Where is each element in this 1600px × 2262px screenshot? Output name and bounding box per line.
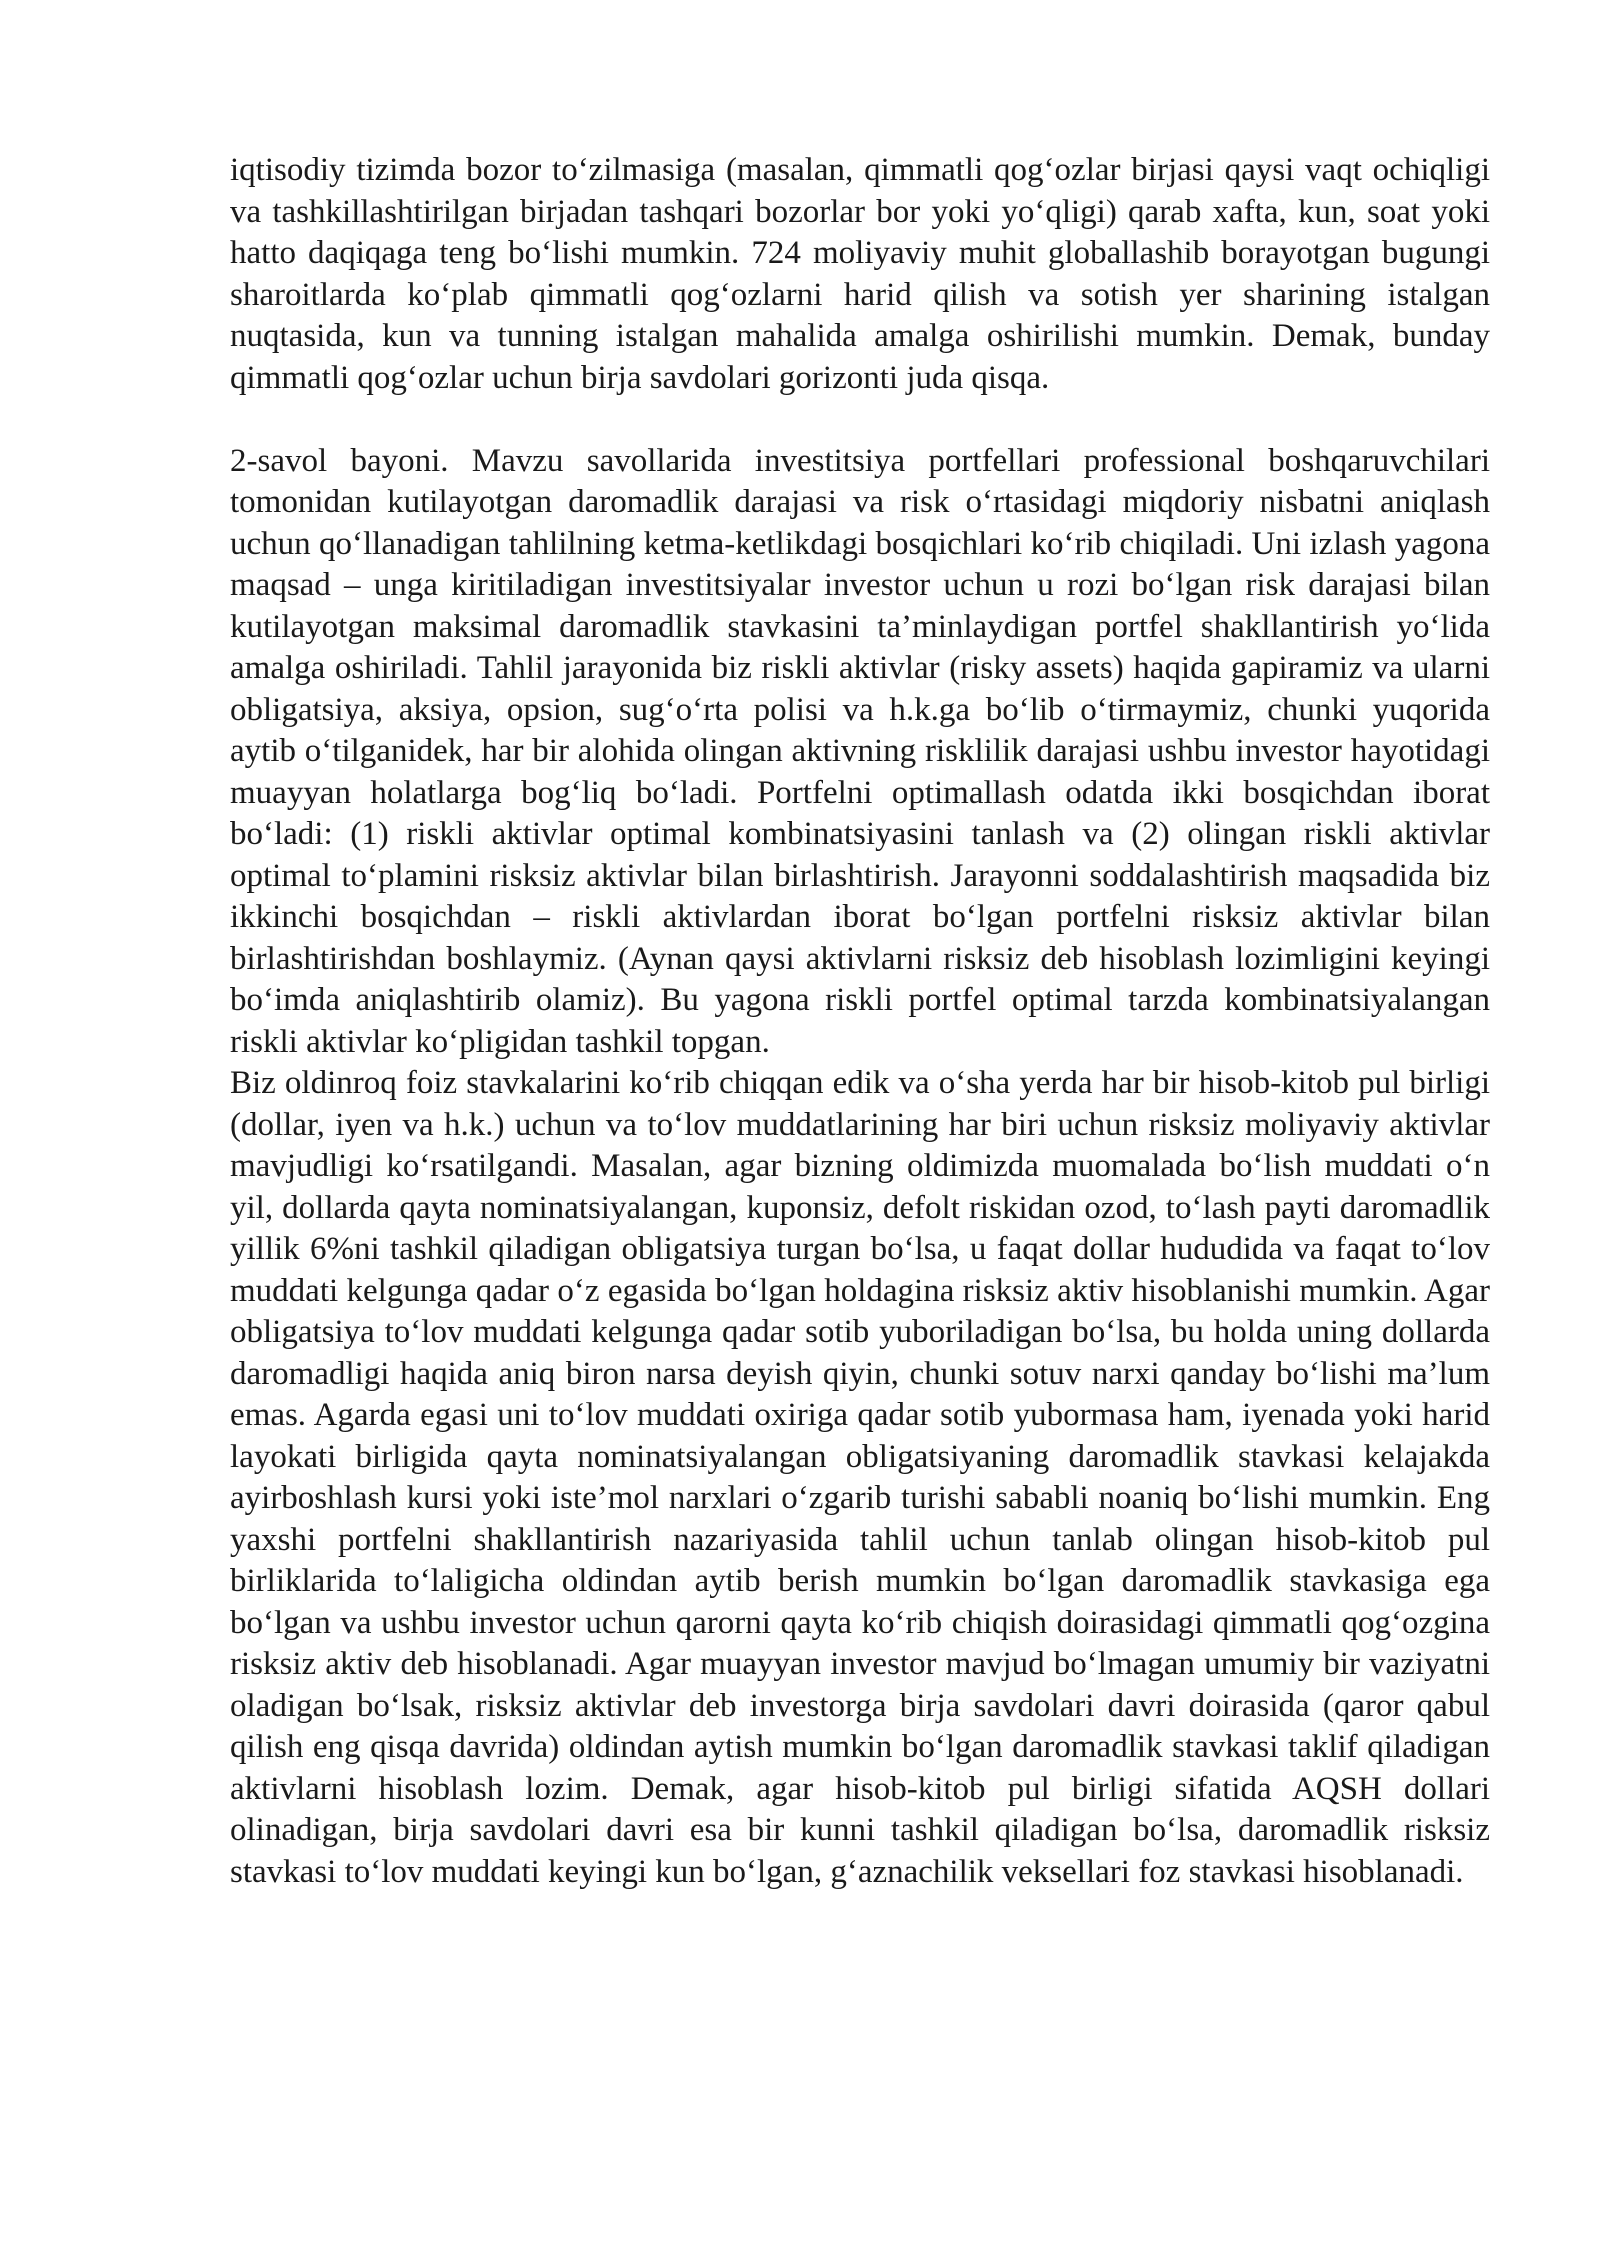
document-body — [230, 150, 1490, 1893]
paragraph-question-2-statement: 2-savol bayoni. Mavzu savollarida investitsiya portfellari professional boshqaruvchilari tomonidan kutilayotgan daromadlik darajasi va risk o‘rtasidagi miqdoriy nisbatni aniqlash uchun qo‘llanadigan tahlilning ketma-ketlikdagi bosqichlari ko‘rib chiqiladi. Uni izlash yagona maqsad – unga kiritiladigan investitsiyalar investor uchun u rozi bo‘lgan risk darajasi bilan kutilayotgan maksimal daromadlik stavkasini ta’minlaydigan portfel shakllantirish yo‘lida amalga oshiriladi. Tahlil jarayonida biz riskli aktivlar (risky assets) haqida gapiramiz va ularni obligatsiya, aksiya, opsion, sug‘o‘rta polisi va h.k.ga bo‘lib o‘tirmaymiz, chunki yuqorida aytib o‘tilganidek, har bir alohida olingan aktivning risklilik darajasi ushbu investor hayotidagi muayyan holatlarga bog‘liq bo‘ladi. Portfelni optimallash odatda ikki bosqichdan iborat bo‘ladi: (1) riskli aktivlar optimal kombinatsiyasini tanlash va (2) olingan riskli aktivlar optimal to‘plamini risksiz aktivlar bilan birlashtirish. Jarayonni soddalashtirish maqsadida biz ikkinchi bosqichdan – riskli aktivlardan iborat bo‘lgan portfelni risksiz aktivlar bilan birlashtirishdan boshlaymiz. (Aynan qaysi aktivlarni risksiz deb hisoblash lozimligini keyingi bo‘imda aniqlashtirib olamiz). Bu yagona riskli portfel optimal tarzda kombinatsiyalangan riskli aktivlar ko‘pligidan tashkil topgan. — [230, 442, 1490, 1060]
paragraph-investment-horizon: iqtisodiy tizimda bozor to‘zilmasiga (masalan, qimmatli qog‘ozlar birjasi qaysi vaqt ochiqligi va tashkillashtirilgan birjadan tashqari bozorlar bor yoki yo‘qligi) qarab xafta, kun, soat yoki hatto daqiqaga teng bo‘lishi mumkin. 724 moliyaviy muhit globallashib borayotgan bugungi sharoitlarda ko‘plab qimmatli qog‘ozlarni harid qilish va sotish yer sharining istalgan nuqtasida, kun va tunning istalgan mahalida amalga oshirilishi mumkin. Demak, bunday qimmatli qog‘ozlar uchun birja savdolari gorizonti juda qisqa. — [230, 152, 1490, 396]
paragraph-risk-free-assets: Biz oldinroq foiz stavkalarini ko‘rib chiqqan edik va o‘sha yerda har bir hisob-kitob pul birligi (dollar, iyen va h.k.) uchun va to‘lov muddatlarining har biri uchun risksiz moliyaviy aktivlar mavjudligi ko‘rsatilgandi. Masalan, agar bizning oldimizda muomalada bo‘lish muddati o‘n yil, dollarda qayta nominatsiyalangan, kuponsiz, defolt riskidan ozod, to‘lash payti daromadlik yillik 6%ni tashkil qiladigan obligatsiya turgan bo‘lsa, u faqat dollar hududida va faqat to‘lov muddati kelgunga qadar o‘z egasida bo‘lgan holdagina risksiz aktiv hisoblanishi mumkin. Agar obligatsiya to‘lov muddati kelgunga qadar sotib yuboriladigan bo‘lsa, bu holda uning dollarda daromadligi haqida aniq biron narsa deyish qiyin, chunki sotuv narxi qanday bo‘lishi ma’lum emas. Agarda egasi uni to‘lov muddati oxiriga qadar sotib yubormasa ham, iyenada yoki harid layokati birligida qayta nominatsiyalangan obligatsiyaning daromadlik stavkasi kelajakda ayirboshlash kursi yoki iste’mol narxlari o‘zgarib turishi sababli noaniq bo‘lishi mumkin. Eng yaxshi portfelni shakllantirish nazariyasida tahlil uchun tanlab olingan hisob-kitob pul birliklarida to‘laligicha oldindan aytib berish mumkin bo‘lgan daromadlik stavkasiga ega bo‘lgan va ushbu investor uchun qarorni qayta ko‘rib chiqish doirasidagi qimmatli qog‘ozgina risksiz aktiv deb hisoblanadi. Agar muayyan investor mavjud bo‘lmagan umumiy bir vaziyatni oladigan bo‘lsak, risksiz aktivlar deb investorga birja savdolari davri doirasida (qaror qabul qilish eng qisqa davrida) oldindan aytish mumkin bo‘lgan daromadlik stavkasi taklif qiladigan aktivlarni hisoblash lozim. Demak, agar hisob-kitob pul birligi sifatida AQSH dollari olinadigan, birja savdolari davri esa bir kunni tashkil qiladigan bo‘lsa, daromadlik risksiz stavkasi to‘lov muddati keyingi kun bo‘lgan, g‘aznachilik veksellari foz stavkasi hisoblanadi. — [230, 1065, 1490, 1890]
paragraph-spacer — [230, 399, 1490, 441]
